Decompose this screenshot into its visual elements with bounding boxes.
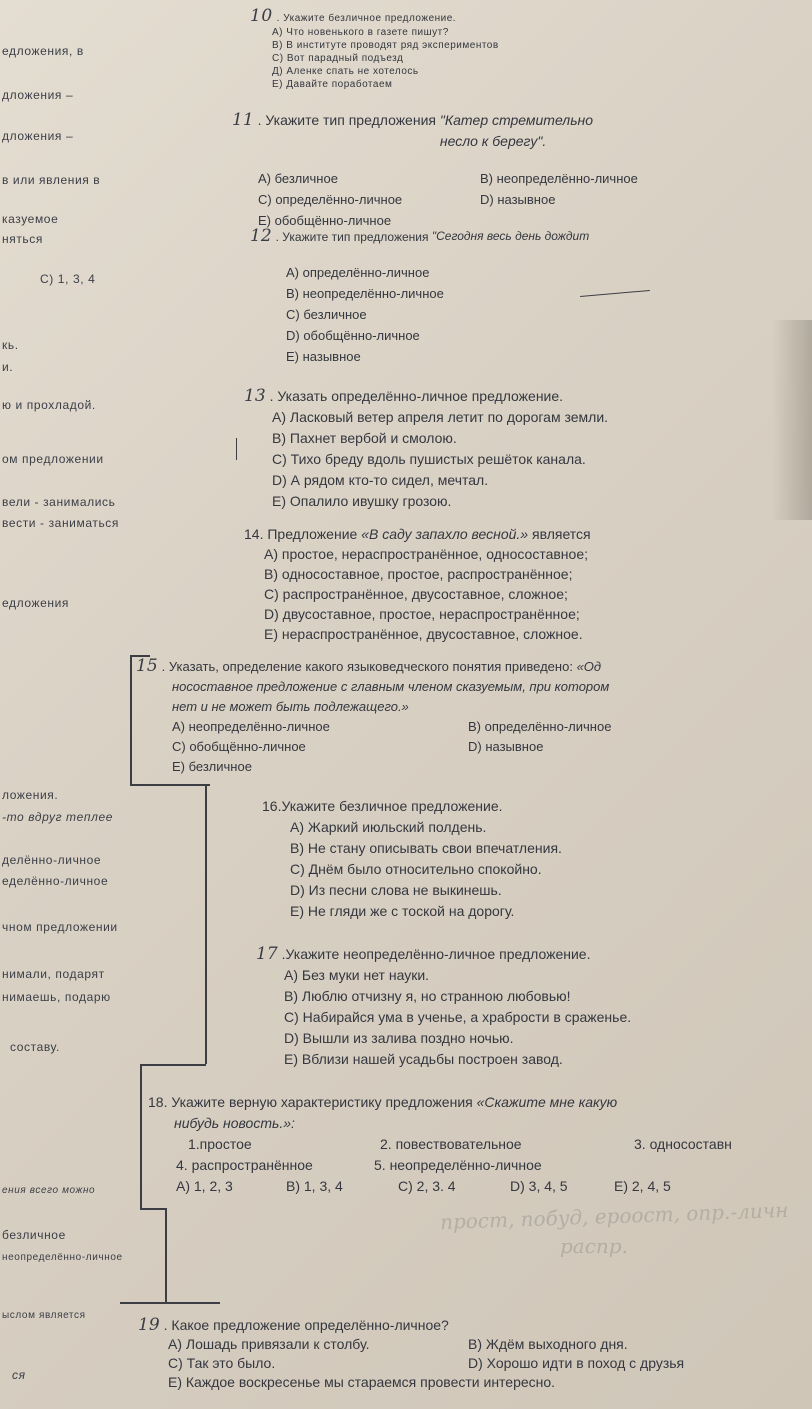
frame-line [165,1208,167,1303]
option: С) обобщённо-личное [172,739,306,754]
option: Е) Вблизи нашей усадьбы построен завод. [284,1051,563,1067]
left-column-text: ения всего можно [2,1185,96,1196]
question-number: 13 [244,386,266,406]
left-column-text: ю и прохладой. [2,398,96,412]
question-title: . Укажите безличное предложение. [276,13,457,24]
question-quote-cont: нибудь новость.»: [174,1115,295,1131]
option: С) определённо-личное [258,192,403,207]
left-column-text: в или явления в [2,173,101,187]
question-quote: «Од [576,659,602,674]
left-column-text: ся [12,1368,26,1382]
option: С) Днём было относительно спокойно. [290,861,542,877]
left-column-text: вели - занимались [2,495,116,509]
option: С) безличное [286,307,367,322]
option: С) Набирайся ума в ученье, а храбрости в сраженье. [284,1009,632,1025]
pencil-note: распр. [560,1234,628,1258]
left-column-text: кь. [2,338,19,352]
question-title: . Указать, определение какого языковедческого понятия приведено: [161,659,573,674]
left-column-text: дложения – [2,129,74,143]
question-11 [232,110,638,231]
question-quote-cont: нет и не может быть подлежащего.» [172,699,409,714]
option: D) А рядом кто-то сидел, мечтал. [272,472,489,488]
left-column-text: едложения [2,596,70,610]
option: Е) Опалило ивушку грозою. [272,493,452,509]
option: В) Пахнет вербой и смолою. [272,430,457,446]
left-column-text: -то вдруг теплее [2,810,114,824]
question-quote: "Сегодня весь день дождит [431,229,590,243]
option: С) Тихо бреду вдоль пушистых решёток канала. [272,451,586,467]
option: В) Ждём выходного дня. [468,1336,628,1352]
option: С) Так это было. [168,1355,276,1371]
feature: 2. повествовательное [380,1136,522,1152]
option: С) распространённое, двусоставное, сложное; [264,586,568,602]
left-column-text: составу. [10,1040,60,1054]
left-column-text: няться [2,232,43,246]
question-title: . Какое предложение определённо-личное? [163,1317,449,1333]
option: Е) нераспространённое, двусоставное, сложное. [264,626,583,642]
option: D) обобщённо-личное [286,328,420,343]
question-13 [244,386,608,512]
option: В) определённо-личное [468,719,612,734]
question-quote: «В саду запахло весной.» [361,526,529,542]
left-column-text: неопределённо-личное [2,1252,123,1263]
option: Е) безличное [172,759,252,774]
option: А) неопределённо-личное [172,719,330,734]
question-number: 17 [256,944,278,964]
question-title: . Указать определённо-личное предложение. [269,388,564,404]
option: Д) Аленке спать не хотелось [272,66,419,77]
pencil-note: прост, побуд, ероост, опр.-личн [439,1197,789,1235]
question-number: 14 [244,526,260,542]
frame-line [120,1302,220,1304]
feature: 1.простое [188,1136,252,1152]
left-column-text: едложения, в [2,44,84,58]
question-number: 12 [250,226,272,246]
question-number: 10 [250,6,273,26]
left-column-text: ом предложении [2,452,104,466]
left-column-text: казуемое [2,212,59,226]
left-column-text: вести - заниматься [2,516,119,530]
frame-line [130,784,210,786]
page-shadow [772,320,812,520]
question-19 [138,1316,684,1392]
option: А) Лошадь привязали к столбу. [168,1336,370,1352]
question-number: 18. [148,1094,168,1110]
left-column-text: дложения – [2,88,74,102]
left-column-text: делённо-личное [2,853,102,867]
option: Е) обобщённо-личное [258,213,392,228]
frame-line [205,784,207,1064]
question-quote: «Скажите мне какую [476,1094,618,1110]
option: D) Из песни слова не выкинешь. [290,882,502,898]
option: В) Люблю отчизну я, но странною любовью! [284,988,571,1004]
question-title-suffix: является [532,526,591,542]
question-title: . Укажите тип предложения [275,230,429,244]
answer: С) 2, 3. 4 [398,1178,456,1194]
frame-line [140,1064,206,1066]
option: В) односоставное, простое, распространённое; [264,566,573,582]
question-12 [250,226,612,367]
option: Е) Давайте поработаем [272,79,393,90]
answer: Е) 2, 4, 5 [614,1178,671,1194]
question-title: Укажите верную характеристику предложения [167,1094,473,1110]
option: А) Что новенького в газете пишут? [272,27,449,38]
question-title: . Укажите тип предложения [257,112,436,128]
option: Е) Не гляди же с тоской на дорогу. [290,903,515,919]
question-quote-cont: носоставное предложение с главным членом сказуемым, при котором [172,679,610,694]
option: А) Ласковый ветер апреля летит по дорогам земли. [272,409,609,425]
left-column-text: ыслом является [2,1310,86,1321]
feature: 3. односоставн [634,1136,732,1152]
option: А) определённо-личное [286,265,430,280]
stray-mark [236,438,237,460]
question-quote: "Катер стремительно несло к берегу". [439,112,594,149]
answer: D) 3, 4, 5 [510,1178,568,1194]
frame-line [140,1208,166,1210]
frame-line [140,1064,142,1209]
question-18 [148,1092,732,1197]
option: А) Без муки нет науки. [284,967,430,983]
left-column-text: еделённо-личное [2,874,109,888]
question-16 [262,796,562,922]
question-number: 16 [262,798,278,814]
question-14 [244,524,591,644]
question-17 [256,944,631,1070]
question-title: .Укажите неопределённо-личное предложение. [281,946,591,962]
option: D) двусоставное, простое, нераспространённое; [264,606,580,622]
option: Е) назывное [286,349,361,364]
frame-line [130,655,132,785]
left-column-text: и. [2,360,14,374]
left-column-text: нимаешь, подарю [2,990,111,1004]
question-10 [250,6,499,91]
left-column-text: нимали, подарят [2,967,105,981]
option: D) назывное [480,192,556,207]
answer: А) 1, 2, 3 [176,1178,233,1194]
feature: 5. неопределённо-личное [374,1157,542,1173]
question-title: . Предложение [259,526,358,542]
left-column-text: чном предложении [2,920,118,934]
option: А) простое, нераспространённое, односоставное; [264,546,588,562]
feature: 4. распространённое [176,1157,313,1173]
question-number: 11 [232,110,254,130]
option: D) назывное [468,739,544,754]
question-number: 19 [138,1315,160,1335]
answer: В) 1, 3, 4 [286,1178,343,1194]
option: А) Жаркий июльский полдень. [290,819,487,835]
option: Е) Каждое воскресенье мы стараемся провести интересно. [168,1374,556,1390]
option: D) Вышли из залива поздно ночью. [284,1030,514,1046]
option: В) неопределённо-личное [286,286,444,301]
option: В) неопределённо-личное [480,171,638,186]
left-column-text: безличное [2,1228,66,1242]
question-15 [136,656,611,777]
question-number: 15 [136,656,158,676]
option: В) В институте проводят ряд экспериментов [272,40,499,51]
left-column-text: ложения. [2,788,59,802]
option: А) безличное [258,171,338,186]
option: С) Вот парадный подъезд [272,53,404,64]
left-column-text: C) 1, 3, 4 [40,272,96,286]
question-title: .Укажите безличное предложение. [277,798,503,814]
option: D) Хорошо идти в поход с друзья [468,1355,685,1371]
option: В) Не стану описывать свои впечатления. [290,840,562,856]
